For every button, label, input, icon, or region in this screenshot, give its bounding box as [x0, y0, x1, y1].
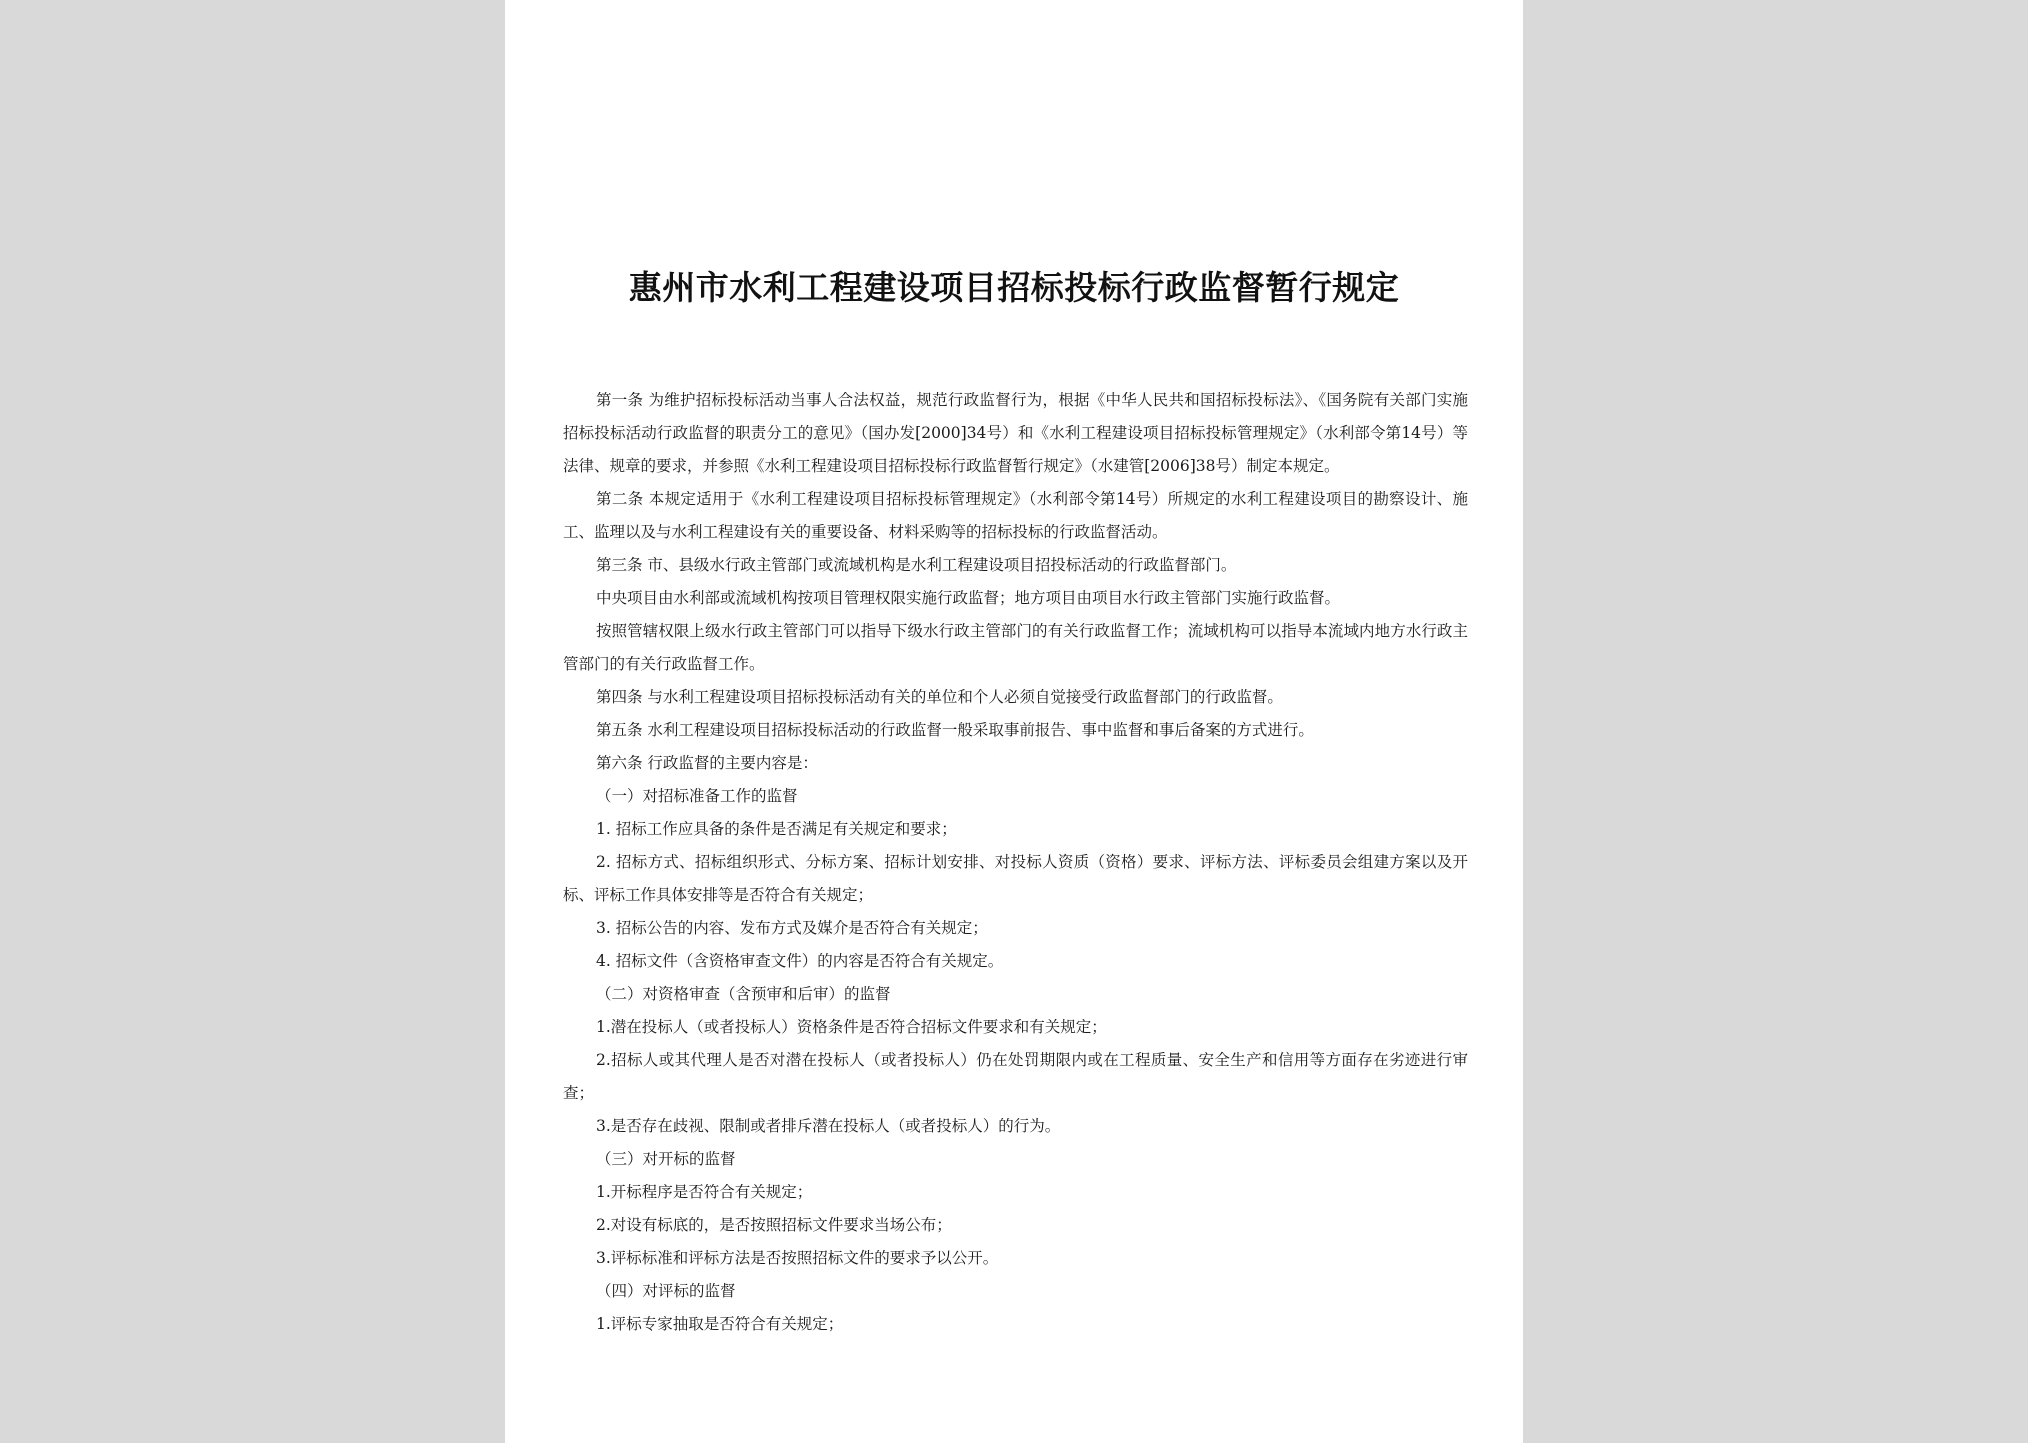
- paragraph-article-5: 第五条 水利工程建设项目招标投标活动的行政监督一般采取事前报告、事中监督和事后备案的方式进行。: [596, 721, 1314, 739]
- list-item: 2.招标人或其代理人是否对潜在投标人（或者投标人）仍在处罚期限内或在工程质量、安全生产和信用等方面存在劣迹进行审查；: [563, 1051, 1468, 1102]
- list-item: 2. 招标方式、招标组织形式、分标方案、招标计划安排、对投标人资质（资格）要求、评标方法、评标委员会组建方案以及开标、评标工作具体安排等是否符合有关规定；: [563, 853, 1468, 904]
- list-item: 4. 招标文件（含资格审查文件）的内容是否符合有关规定。: [596, 952, 1004, 970]
- paragraph-article-3: 第三条 市、县级水行政主管部门或流域机构是水利工程建设项目招投标活动的行政监督部门。: [596, 556, 1237, 574]
- list-item: 2.对设有标底的，是否按照招标文件要求当场公布；: [596, 1216, 952, 1234]
- section-heading-1: （一）对招标准备工作的监督: [596, 787, 798, 805]
- list-item: 1.开标程序是否符合有关规定；: [596, 1183, 813, 1201]
- section-heading-2: （二）对资格审查（含预审和后审）的监督: [596, 985, 891, 1003]
- document-body: [563, 384, 1468, 1341]
- list-item: 3.是否存在歧视、限制或者排斥潜在投标人（或者投标人）的行为。: [596, 1117, 1061, 1135]
- paragraph-article-4: 第四条 与水利工程建设项目招标投标活动有关的单位和个人必须自觉接受行政监督部门的行政监督。: [596, 688, 1283, 706]
- section-heading-3: （三）对开标的监督: [596, 1150, 736, 1168]
- list-item: 1.潜在投标人（或者投标人）资格条件是否符合招标文件要求和有关规定；: [596, 1018, 1107, 1036]
- paragraph-central-projects: 中央项目由水利部或流域机构按项目管理权限实施行政监督；地方项目由项目水行政主管部门实施行政监督。: [596, 589, 1341, 607]
- document-page: [505, 0, 1523, 1443]
- paragraph-article-6: 第六条 行政监督的主要内容是：: [596, 754, 818, 772]
- paragraph-jurisdiction: 按照管辖权限上级水行政主管部门可以指导下级水行政主管部门的有关行政监督工作；流域机构可以指导本流域内地方水行政主管部门的有关行政监督工作。: [563, 622, 1468, 673]
- section-heading-4: （四）对评标的监督: [596, 1282, 736, 1300]
- list-item: 1.评标专家抽取是否符合有关规定；: [596, 1315, 844, 1333]
- paragraph-article-1: 第一条 为维护招标投标活动当事人合法权益，规范行政监督行为，根据《中华人民共和国招标投标法》、《国务院有关部门实施招标投标活动行政监督的职责分工的意见》（国办发[2000]34号）和《水利工程建设项目招标投标管理规定》（水利部令第14号）等法律、规章的要求，并参照《水利工程建设项目招标投标行政监督暂行规定》（水建管[2006]38号）制定本规定。: [563, 391, 1468, 475]
- list-item: 3.评标标准和评标方法是否按照招标文件的要求予以公开。: [596, 1249, 999, 1267]
- paragraph-article-2: 第二条 本规定适用于《水利工程建设项目招标投标管理规定》（水利部令第14号）所规定的水利工程建设项目的勘察设计、施工、监理以及与水利工程建设有关的重要设备、材料采购等的招标投标的行政监督活动。: [563, 490, 1468, 541]
- list-item: 1. 招标工作应具备的条件是否满足有关规定和要求；: [596, 820, 957, 838]
- document-title: 惠州市水利工程建设项目招标投标行政监督暂行规定: [628, 268, 1400, 307]
- list-item: 3. 招标公告的内容、发布方式及媒介是否符合有关规定；: [596, 919, 988, 937]
